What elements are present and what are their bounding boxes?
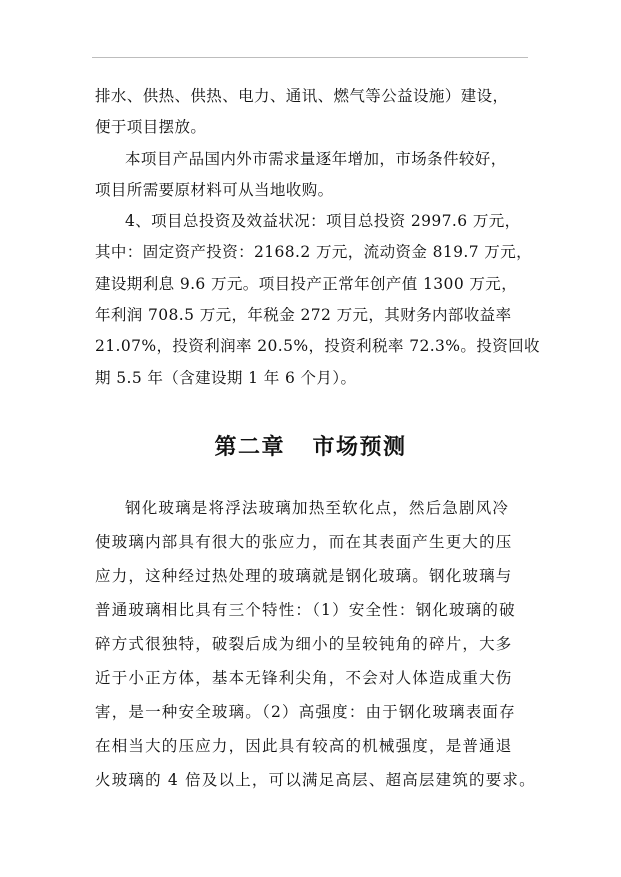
paragraph-line: 排水、供热、供热、电力、通讯、燃气等公益设施）建设，: [95, 87, 509, 105]
paragraph-line: 火玻璃的 4 倍及以上，可以满足高层、超高层建筑的要求。: [95, 771, 536, 789]
paragraph-line: 期 5.5 年（含建设期 1 年 6 个月）。: [95, 369, 357, 387]
paragraph-line: 其中：固定资产投资：2168.2 万元，流动资金 819.7 万元，: [95, 243, 532, 261]
paragraph-line: 建设期利息 9.6 万元。项目投产正常年创产值 1300 万元，: [95, 275, 518, 293]
paragraph-line: 钢化玻璃是将浮法玻璃加热至软化点，然后急剧风冷: [125, 499, 510, 517]
paragraph-line: 21.07%，投资利润率 20.5%，投资利税率 72.3%。投资回收: [95, 337, 540, 355]
header-rule: [92, 57, 528, 58]
paragraph-line: 在相当大的压应力，因此具有较高的机械强度，是普通退: [95, 737, 513, 755]
paragraph-line: 使玻璃内部具有很大的张应力，而在其表面产生更大的压: [95, 533, 513, 551]
paragraph-line: 本项目产品国内外市需求量逐年增加，市场条件较好，: [125, 150, 507, 168]
paragraph-line: 碎方式很独特，破裂后成为细小的呈较钝角的碎片，大多: [95, 635, 513, 653]
paragraph-line: 4、项目总投资及效益状况：项目总投资 2997.6 万元，: [125, 212, 521, 230]
paragraph-line: 项目所需要原材料可从当地收购。: [95, 181, 334, 199]
paragraph-line: 普通玻璃相比具有三个特性：（1）安全性：钢化玻璃的破: [95, 601, 516, 619]
paragraph-line: 年利润 708.5 万元，年税金 272 万元，其财务内部收益率: [95, 306, 512, 324]
paragraph-line: 害，是一种安全玻璃。（2）高强度：由于钢化玻璃表面存: [95, 703, 516, 721]
paragraph-line: 便于项目摆放。: [95, 118, 207, 136]
paragraph-line: 近于小正方体，基本无锋利尖角，不会对人体造成重大伤: [95, 669, 513, 687]
chapter-title: 第二章 市场预测: [214, 434, 407, 460]
paragraph-line: 应力，这种经过热处理的玻璃就是钢化玻璃。钢化玻璃与: [95, 567, 513, 585]
